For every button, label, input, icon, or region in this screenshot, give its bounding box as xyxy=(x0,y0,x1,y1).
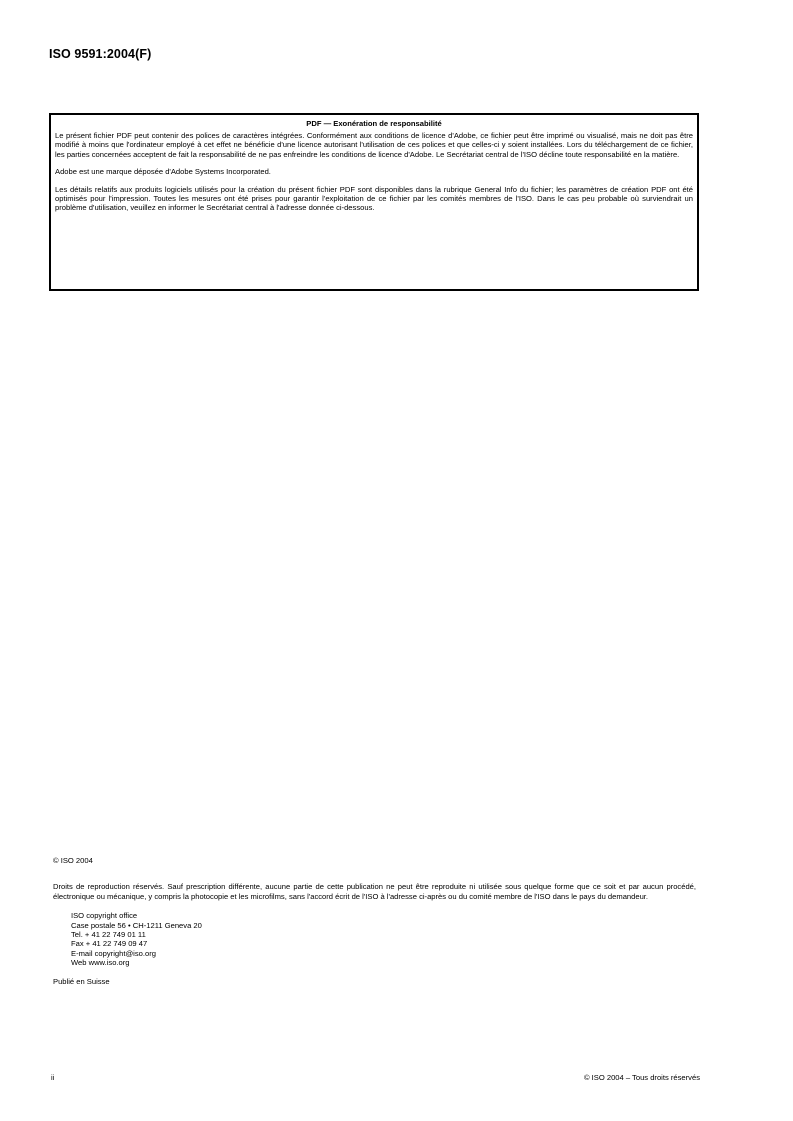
office-name: ISO copyright office xyxy=(71,911,138,921)
copyright-year: © ISO 2004 xyxy=(53,856,93,865)
iso-office-contact xyxy=(71,911,696,967)
pdf-disclaimer-box xyxy=(49,113,699,291)
disclaimer-title: PDF — Exonération de responsabilité xyxy=(306,119,442,128)
office-email: E-mail copyright@iso.org xyxy=(71,948,156,958)
footer-rights-notice: © ISO 2004 – Tous droits réservés xyxy=(583,1073,700,1082)
reproduction-rights-text: Droits de reproduction réservés. Sauf prescription différente, aucune partie de cette publication ne peut être reproduite ni utilisée sous quelque forme que ce soit et par aucun procédé, électronique ou mécanique, y compris la photocopie et les microfilms, sans l'accord écrit de l'ISO à l'adresse ci-après ou du comité membre de l'ISO dans le pays du demandeur. xyxy=(53,882,696,901)
disclaimer-paragraph-license: Le présent fichier PDF peut contenir des polices de caractères intégrées. Conformément aux conditions de licence d'Adobe, ce fichier peut être imprimé ou visualisé, mais ne doit pas être modifié à moins que l'ordinateur employé à cet effet ne bénéficie d'une licence autorisant l'utilisation de ces polices et que celles-ci y soient installées. Lors du téléchargement de ce fichier, les parties concernées acceptent de fait la responsabilité de ne pas enfreindre les conditions de licence d'Adobe. Le Secrétariat central de l'ISO décline toute responsabilité en la matière. xyxy=(55,131,693,159)
office-fax: Fax + 41 22 749 09 47 xyxy=(71,939,148,949)
page-number: ii xyxy=(51,1073,55,1082)
office-website: Web www.iso.org xyxy=(71,958,130,968)
disclaimer-paragraph-trademark: Adobe est une marque déposée d'Adobe Systems Incorporated. xyxy=(55,167,271,177)
office-address: Case postale 56 • CH-1211 Geneva 20 xyxy=(71,920,202,930)
document-id-header: ISO 9591:2004(F) xyxy=(49,47,152,61)
published-location: Publié en Suisse xyxy=(53,976,110,986)
copyright-section xyxy=(53,856,696,986)
disclaimer-paragraph-software: Les détails relatifs aux produits logiciels utilisés pour la création du présent fichier PDF sont disponibles dans la rubrique General Info du fichier; les paramètres de création PDF ont été optimisés pour l'impression. Toutes les mesures ont été prises pour garantir l'exploitation de ce fichier par les comités membres de l'ISO. Dans le cas peu probable où surviendrait un problème d'utilisation, veuillez en informer le Secrétariat central à l'adresse donnée ci-dessous. xyxy=(55,184,693,213)
office-telephone: Tel. + 41 22 749 01 11 xyxy=(71,930,146,940)
